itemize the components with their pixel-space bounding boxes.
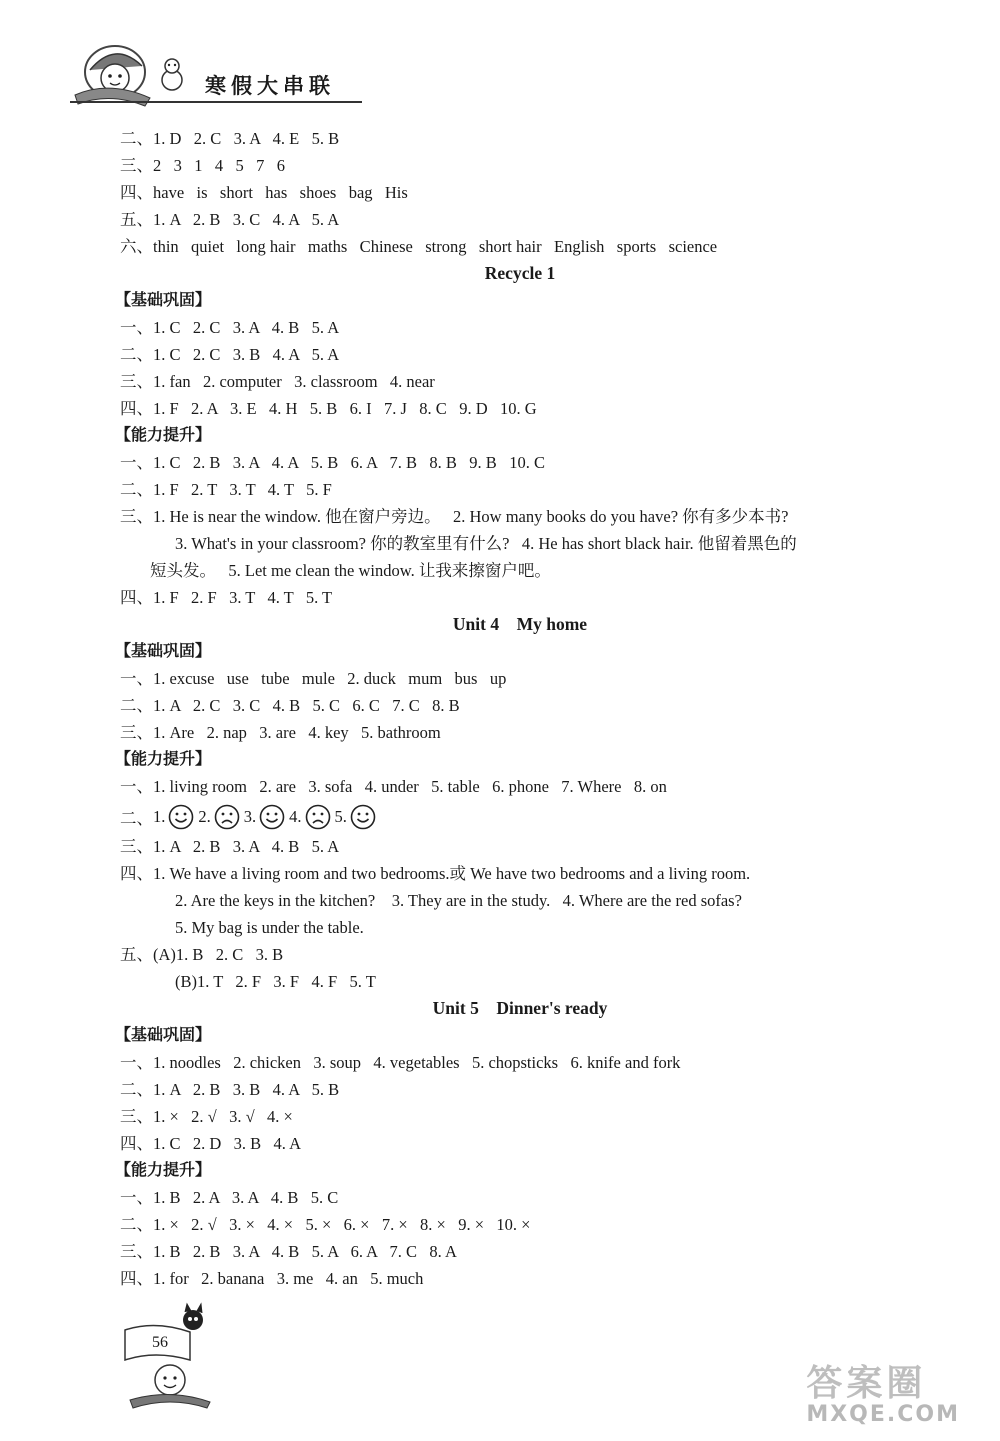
- watermark-url: MXQE.COM: [806, 1402, 960, 1427]
- answer-line: 四、1. We have a living room and two bedrooms.或 We have two bedrooms and a living room.: [120, 864, 751, 883]
- smiley-num: 4.: [289, 806, 302, 826]
- answer-line: 三、1. B 2. B 3. A 4. B 5. A 6. A 7. C 8. A: [120, 1242, 457, 1261]
- ability-label: 【能力提升】: [115, 1162, 212, 1179]
- answer-line: 二、1. C 2. C 3. B 4. A 5. A: [120, 345, 340, 364]
- answer-line: 一、1. excuse use tube mule 2. duck mum bus up: [120, 669, 507, 688]
- answer-line: 四、have is short has shoes bag His: [120, 183, 408, 202]
- section-title-recycle1: Recycle 1: [484, 263, 556, 283]
- watermark-logo-text: 答案圈: [806, 1363, 927, 1404]
- answer-line: 四、1. C 2. D 3. B 4. A: [120, 1134, 302, 1153]
- answer-line: 四、1. F 2. F 3. T 4. T 5. T: [120, 588, 333, 607]
- answer-line: (B)1. T 2. F 3. F 4. F 5. T: [175, 972, 376, 991]
- answer-line: 5. My bag is under the table.: [175, 918, 364, 937]
- answer-line: 二、1. A 2. C 3. C 4. B 5. C 6. C 7. C 8. B: [120, 696, 460, 715]
- answer-line: 六、thin quiet long hair maths Chinese strong short hair English sports science: [120, 237, 718, 256]
- sad-face-icon: [214, 804, 240, 830]
- answer-line: 一、1. C 2. C 3. A 4. B 5. A: [120, 318, 340, 337]
- smiley-num: 3.: [243, 806, 257, 826]
- answer-line: 三、1. fan 2. computer 3. classroom 4. near: [120, 372, 435, 391]
- ability-label: 【能力提升】: [115, 427, 212, 444]
- answer-line: 2. Are the keys in the kitchen? 3. They are in the study. 4. Where are the red sofas?: [175, 891, 742, 910]
- answer-line: 一、1. living room 2. are 3. sofa 4. under 5. table 6. phone 7. Where 8. on: [120, 777, 667, 796]
- happy-face-icon: [350, 804, 376, 830]
- answer-line: 五、1. A 2. B 3. C 4. A 5. A: [120, 210, 340, 229]
- answer-line: 三、1. × 2. √ 3. √ 4. ×: [120, 1107, 293, 1126]
- basic-label: 【基础巩固】: [115, 292, 212, 309]
- basic-label: 【基础巩固】: [115, 1027, 212, 1044]
- answer-line: 短头发。 5. Let me clean the window. 让我来擦窗户吧。: [150, 561, 551, 580]
- happy-face-icon: [259, 804, 285, 830]
- site-watermark: [806, 1355, 960, 1427]
- header-title: 寒假大串联: [205, 73, 335, 98]
- smiley-num: 2.: [198, 806, 211, 826]
- answer-line: 二、1. A 2. B 3. B 4. A 5. B: [120, 1080, 340, 1099]
- page-header: [70, 40, 370, 110]
- header-divider: [70, 101, 362, 103]
- answer-line: 四、1. for 2. banana 3. me 4. an 5. much: [120, 1269, 424, 1288]
- smiley-answer-line: [120, 800, 920, 833]
- answer-line: 3. What's in your classroom? 你的教室里有什么? 4. He has short black hair. 他留着黑色的: [175, 534, 797, 553]
- ability-label: 【能力提升】: [115, 751, 212, 768]
- smiley-num: 1.: [153, 806, 166, 826]
- page-number: 56: [152, 1334, 168, 1351]
- cat-kid-footer-illustration-icon: [115, 1300, 215, 1410]
- girl-snowman-illustration-icon: [70, 40, 200, 110]
- answer-line: 一、1. B 2. A 3. A 4. B 5. C: [120, 1188, 339, 1207]
- answer-line: 二、1. F 2. T 3. T 4. T 5. F: [120, 480, 332, 499]
- section-title-unit5: Unit 5 Dinner's ready: [432, 998, 608, 1018]
- sad-face-icon: [305, 804, 331, 830]
- answer-prefix: 二、: [120, 808, 153, 828]
- section-title-unit4: Unit 4 My home: [452, 614, 588, 634]
- answer-line: 一、1. C 2. B 3. A 4. A 5. B 6. A 7. B 8. B 9. B 10. C: [120, 453, 545, 472]
- answer-line: 三、1. He is near the window. 他在窗户旁边。 2. How many books do you have? 你有多少本书?: [120, 507, 789, 526]
- answer-line: 二、1. × 2. √ 3. × 4. × 5. × 6. × 7. × 8. × 9. × 10. ×: [120, 1215, 531, 1234]
- answer-line: 二、1. D 2. C 3. A 4. E 5. B: [120, 129, 340, 148]
- answer-line: 三、1. A 2. B 3. A 4. B 5. A: [120, 837, 340, 856]
- answer-line: 三、1. Are 2. nap 3. are 4. key 5. bathroom: [120, 723, 441, 742]
- answer-content: [115, 125, 920, 1292]
- answer-line: 三、2 3 1 4 5 7 6: [120, 156, 285, 175]
- answer-line: 四、1. F 2. A 3. E 4. H 5. B 6. I 7. J 8. C 9. D 10. G: [120, 399, 537, 418]
- answer-line: 一、1. noodles 2. chicken 3. soup 4. vegetables 5. chopsticks 6. knife and fork: [120, 1053, 681, 1072]
- answer-line: 五、(A)1. B 2. C 3. B: [120, 945, 284, 964]
- happy-face-icon: [168, 804, 194, 830]
- smiley-num: 5.: [334, 806, 347, 826]
- basic-label: 【基础巩固】: [115, 643, 212, 660]
